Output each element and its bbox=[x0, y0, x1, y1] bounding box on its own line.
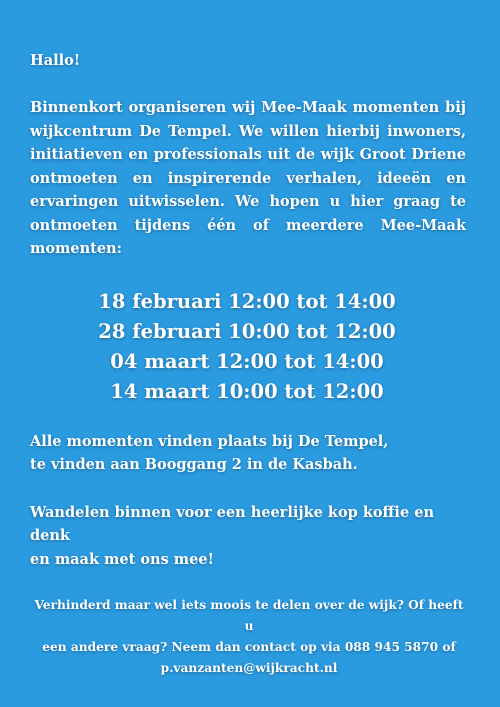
location-paragraph bbox=[30, 430, 466, 477]
location-line: te vinden aan Booggang 2 in de Kasbah. bbox=[30, 456, 358, 473]
greeting: Hallo! bbox=[30, 52, 81, 69]
session-date: 18 februari 12:00 tot 14:00 bbox=[98, 289, 396, 313]
contact-line: een andere vraag? Neem dan contact op via 088 945 5870 of bbox=[42, 640, 456, 654]
walkin-line: Wandelen binnen voor een heerlijke kop koffie en denk bbox=[30, 503, 434, 544]
contact-paragraph bbox=[30, 595, 466, 679]
contact-line: Verhinderd maar wel iets moois te delen over de wijk? Of heeft u bbox=[34, 598, 464, 633]
contact-email[interactable]: p.vanzanten@wijkracht.nl bbox=[160, 661, 338, 675]
session-date: 28 februari 10:00 tot 12:00 bbox=[98, 319, 396, 343]
location-line: Alle momenten vinden plaats bij De Tempel, bbox=[30, 432, 389, 450]
intro-paragraph: Binnenkort organiseren wij Mee-Maak momenten bij wijkcentrum De Tempel. We willen hierbij inwoners, initiatieven en professionals uit de wijk Groot Driene ontmoeten en inspirerende verhalen, ideeën en ervaringen uitwisselen. We hopen u hier graag te ontmoeten tijdens één of meerdere Mee-Maak momenten: bbox=[30, 99, 466, 257]
session-dates bbox=[30, 287, 466, 407]
session-date: 04 maart 12:00 tot 14:00 bbox=[110, 349, 384, 373]
walkin-paragraph bbox=[30, 501, 466, 572]
session-date: 14 maart 10:00 tot 12:00 bbox=[110, 379, 384, 403]
walkin-line: en maak met ons mee! bbox=[30, 550, 214, 568]
